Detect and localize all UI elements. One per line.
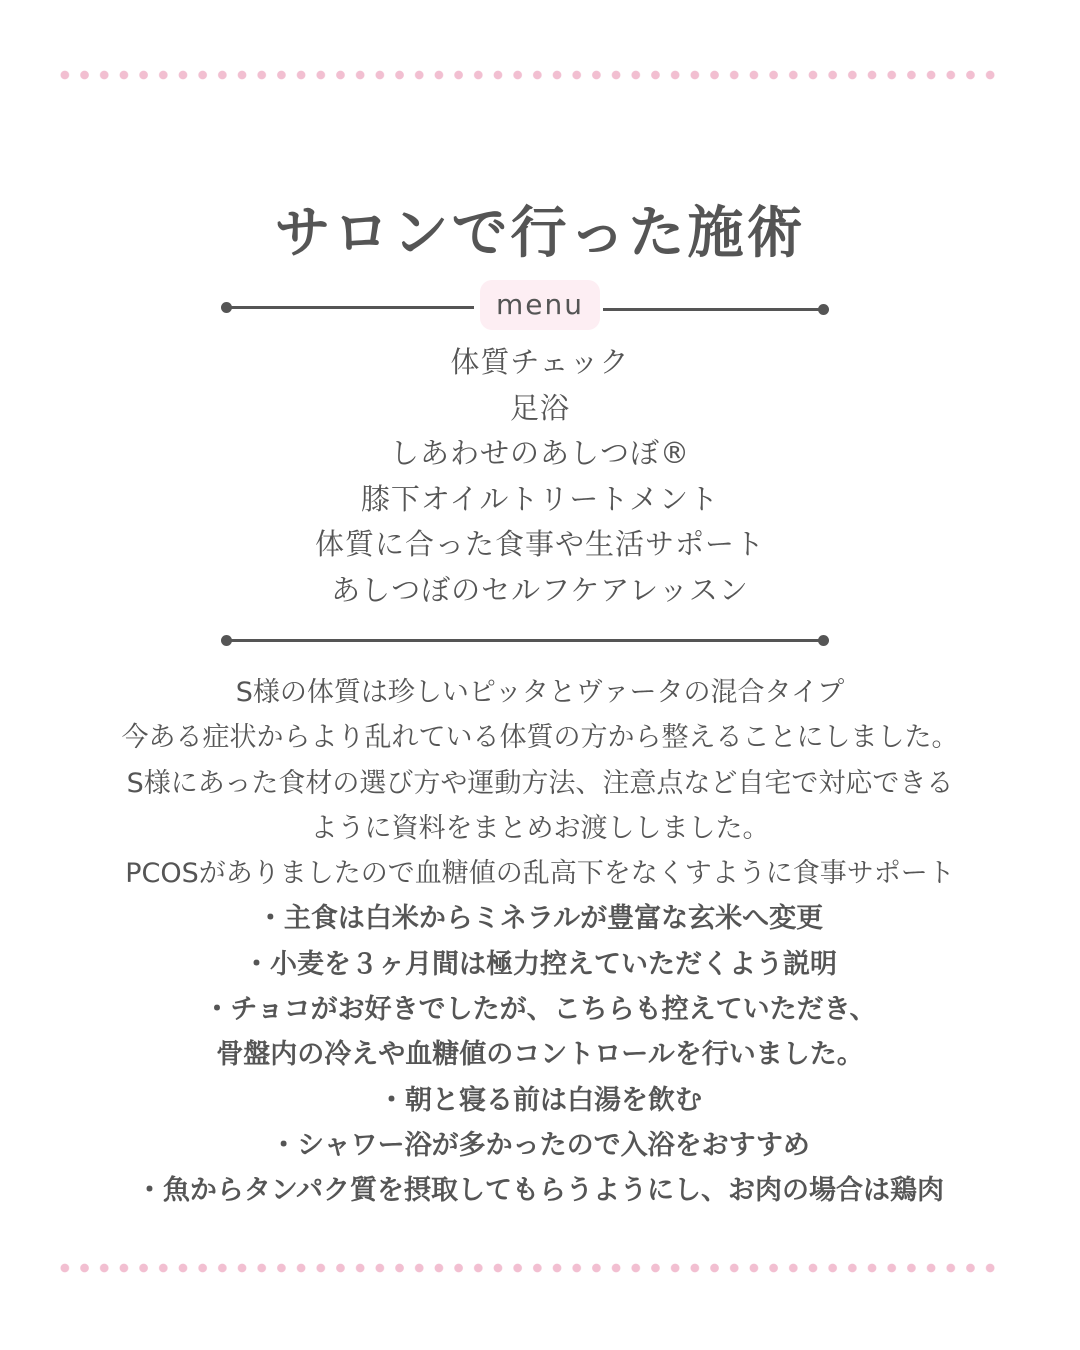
menu-item: しあわせのあしつぼ® xyxy=(389,436,690,470)
menu-item: 体質に合った食事や生活サポート xyxy=(314,527,765,561)
top-dotted-border xyxy=(55,69,995,81)
description-line: S様にあった食材の選び方や運動方法、注意点など自宅で対応できる xyxy=(126,767,954,799)
description-line: 骨盤内の冷えや血糖値のコントロールを行いました。 xyxy=(216,1039,864,1071)
description-line: ・魚からタンパク質を摂取してもらうようにし、お肉の場合は鶏肉 xyxy=(135,1175,945,1207)
description-line: PCOSがありましたので血糖値の乱高下をなくすように食事サポート xyxy=(125,858,955,890)
description-line: 今ある症状からより乱れている体質の方から整えることにしました。 xyxy=(121,722,959,754)
section-divider xyxy=(224,639,826,642)
menu-item: 膝下オイルトリートメント xyxy=(360,481,720,516)
menu-divider-left xyxy=(224,306,474,309)
divider-end-dot xyxy=(221,302,232,313)
description-line: S様の体質は珍しいピッタとヴァータの混合タイプ xyxy=(235,677,845,708)
divider-end-dot xyxy=(221,635,232,646)
menu-item: 体質チェック xyxy=(450,345,630,379)
treatment-description xyxy=(0,670,1080,1214)
description-line: ように資料をまとめお渡ししました。 xyxy=(310,812,770,844)
divider-end-dot xyxy=(818,304,829,315)
page-title: サロンで行った施術 xyxy=(274,200,806,266)
menu-label-badge: menu xyxy=(480,280,600,330)
menu-divider-right xyxy=(603,308,826,311)
menu-item: 足浴 xyxy=(509,390,570,425)
divider-end-dot xyxy=(818,635,829,646)
menu-item: あしつぼのセルフケアレッスン xyxy=(331,572,749,607)
description-line: ・小麦を３ヶ月間は極力控えていただくよう説明 xyxy=(243,948,837,980)
description-line: ・朝と寝る前は白湯を飲む xyxy=(378,1084,702,1116)
description-line: ・シャワー浴が多かったので入浴をおすすめ xyxy=(270,1129,810,1161)
description-line: ・チョコがお好きでしたが、こちらも控えていただき、 xyxy=(203,994,877,1026)
menu-list xyxy=(0,340,1080,613)
bottom-dotted-border xyxy=(55,1262,995,1274)
description-line: ・主食は白米からミネラルが豊富な玄米へ変更 xyxy=(256,903,824,935)
